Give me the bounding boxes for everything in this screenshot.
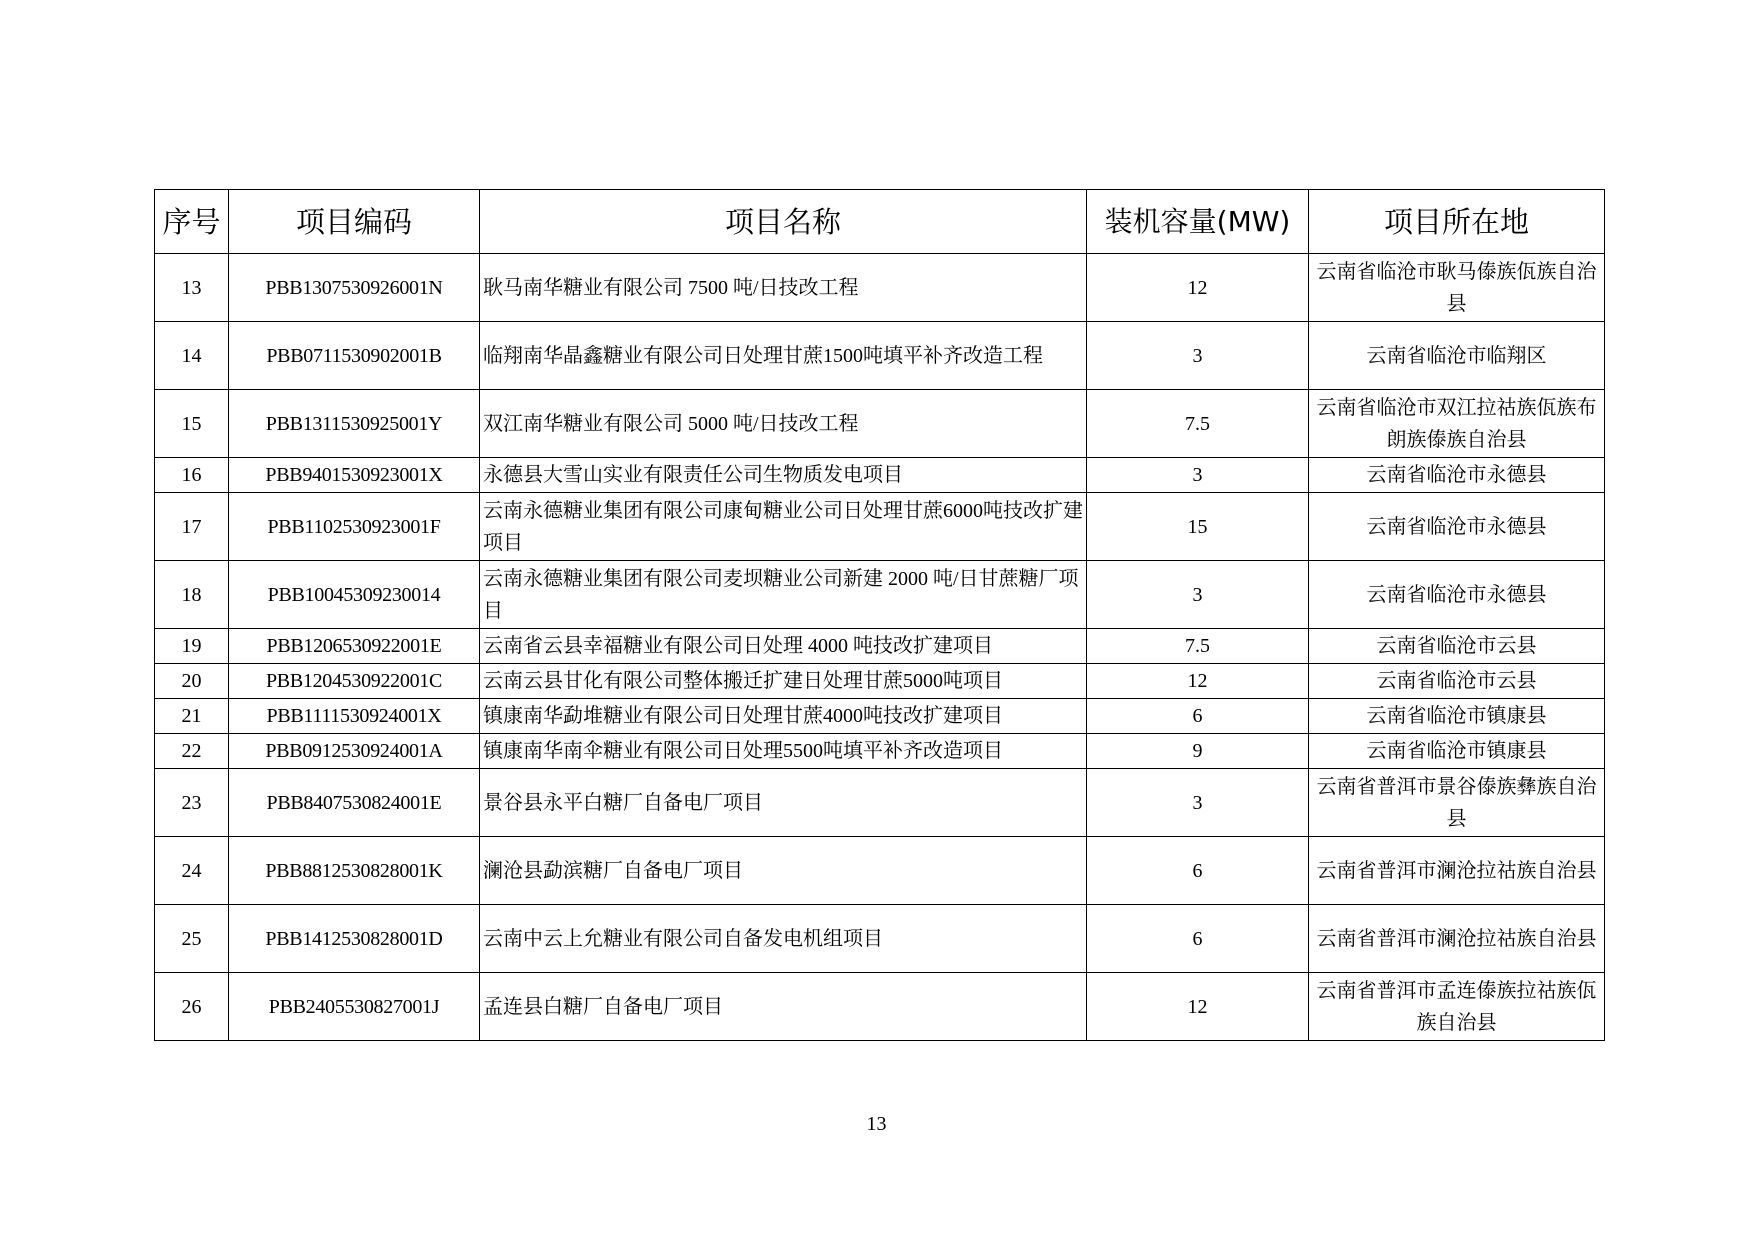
cell-capacity: 12 [1087,254,1309,322]
cell-location: 云南省临沧市云县 [1309,629,1605,664]
table-row [155,905,1605,973]
cell-capacity: 3 [1087,322,1309,390]
cell-project-name: 云南中云上允糖业有限公司自备发电机组项目 [480,905,1087,973]
cell-location: 云南省临沧市永德县 [1309,458,1605,493]
project-table [154,189,1605,1041]
cell-capacity: 3 [1087,458,1309,493]
table-row [155,837,1605,905]
cell-location: 云南省临沧市双江拉祜族佤族布朗族傣族自治县 [1309,390,1605,458]
cell-no: 24 [155,837,229,905]
table-row [155,734,1605,769]
cell-project-code: PBB8812530828001K [229,837,480,905]
table-header-row [155,190,1605,254]
cell-no: 16 [155,458,229,493]
cell-capacity: 6 [1087,837,1309,905]
cell-no: 17 [155,493,229,561]
cell-no: 14 [155,322,229,390]
cell-location: 云南省临沧市镇康县 [1309,734,1605,769]
cell-capacity: 6 [1087,905,1309,973]
cell-project-name: 云南云县甘化有限公司整体搬迁扩建日处理甘蔗5000吨项目 [480,664,1087,699]
cell-project-code: PBB1204530922001C [229,664,480,699]
cell-location: 云南省临沧市云县 [1309,664,1605,699]
table-row [155,769,1605,837]
header-location: 项目所在地 [1309,190,1605,254]
header-no: 序号 [155,190,229,254]
table-row [155,973,1605,1041]
cell-location: 云南省普洱市澜沧拉祜族自治县 [1309,837,1605,905]
cell-project-code: PBB2405530827001J [229,973,480,1041]
cell-capacity: 3 [1087,769,1309,837]
cell-project-name: 临翔南华晶鑫糖业有限公司日处理甘蔗1500吨填平补齐改造工程 [480,322,1087,390]
table-row [155,493,1605,561]
cell-project-name: 云南永德糖业集团有限公司麦坝糖业公司新建 2000 吨/日甘蔗糖厂项目 [480,561,1087,629]
cell-no: 21 [155,699,229,734]
table-row [155,458,1605,493]
cell-project-name: 景谷县永平白糖厂自备电厂项目 [480,769,1087,837]
cell-project-name: 云南省云县幸福糖业有限公司日处理 4000 吨技改扩建项目 [480,629,1087,664]
cell-location: 云南省临沧市临翔区 [1309,322,1605,390]
cell-project-name: 双江南华糖业有限公司 5000 吨/日技改工程 [480,390,1087,458]
table-row [155,322,1605,390]
cell-location: 云南省临沧市耿马傣族佤族自治县 [1309,254,1605,322]
cell-capacity: 7.5 [1087,629,1309,664]
cell-project-code: PBB10045309230014 [229,561,480,629]
cell-location: 云南省临沧市永德县 [1309,561,1605,629]
cell-project-name: 镇康南华勐堆糖业有限公司日处理甘蔗4000吨技改扩建项目 [480,699,1087,734]
cell-project-code: PBB1412530828001D [229,905,480,973]
cell-no: 23 [155,769,229,837]
cell-project-code: PBB8407530824001E [229,769,480,837]
cell-no: 18 [155,561,229,629]
header-name: 项目名称 [480,190,1087,254]
cell-no: 25 [155,905,229,973]
cell-location: 云南省临沧市镇康县 [1309,699,1605,734]
cell-location: 云南省普洱市孟连傣族拉祜族佤族自治县 [1309,973,1605,1041]
cell-no: 26 [155,973,229,1041]
cell-project-name: 云南永德糖业集团有限公司康甸糖业公司日处理甘蔗6000吨技改扩建项目 [480,493,1087,561]
cell-location: 云南省普洱市景谷傣族彝族自治县 [1309,769,1605,837]
cell-capacity: 9 [1087,734,1309,769]
cell-project-name: 孟连县白糖厂自备电厂项目 [480,973,1087,1041]
table-row [155,699,1605,734]
cell-project-code: PBB0711530902001B [229,322,480,390]
cell-project-code: PBB1307530926001N [229,254,480,322]
cell-project-code: PBB1206530922001E [229,629,480,664]
header-code: 项目编码 [229,190,480,254]
cell-location: 云南省临沧市永德县 [1309,493,1605,561]
cell-no: 20 [155,664,229,699]
cell-project-code: PBB1102530923001F [229,493,480,561]
cell-project-name: 镇康南华南伞糖业有限公司日处理5500吨填平补齐改造项目 [480,734,1087,769]
cell-project-code: PBB1111530924001X [229,699,480,734]
page-number: 13 [866,1113,887,1135]
header-capacity: 装机容量(MW) [1087,190,1309,254]
cell-project-name: 永德县大雪山实业有限责任公司生物质发电项目 [480,458,1087,493]
table-row [155,254,1605,322]
cell-no: 13 [155,254,229,322]
cell-no: 22 [155,734,229,769]
table-row [155,561,1605,629]
cell-project-code: PBB1311530925001Y [229,390,480,458]
table-body [155,254,1605,1041]
cell-capacity: 15 [1087,493,1309,561]
table-row [155,629,1605,664]
cell-no: 19 [155,629,229,664]
cell-capacity: 12 [1087,664,1309,699]
cell-project-code: PBB9401530923001X [229,458,480,493]
cell-location: 云南省普洱市澜沧拉祜族自治县 [1309,905,1605,973]
table-row [155,664,1605,699]
cell-project-code: PBB0912530924001A [229,734,480,769]
table-row [155,390,1605,458]
cell-project-name: 耿马南华糖业有限公司 7500 吨/日技改工程 [480,254,1087,322]
cell-capacity: 3 [1087,561,1309,629]
cell-project-name: 澜沧县勐滨糖厂自备电厂项目 [480,837,1087,905]
cell-capacity: 12 [1087,973,1309,1041]
cell-capacity: 6 [1087,699,1309,734]
cell-no: 15 [155,390,229,458]
cell-capacity: 7.5 [1087,390,1309,458]
